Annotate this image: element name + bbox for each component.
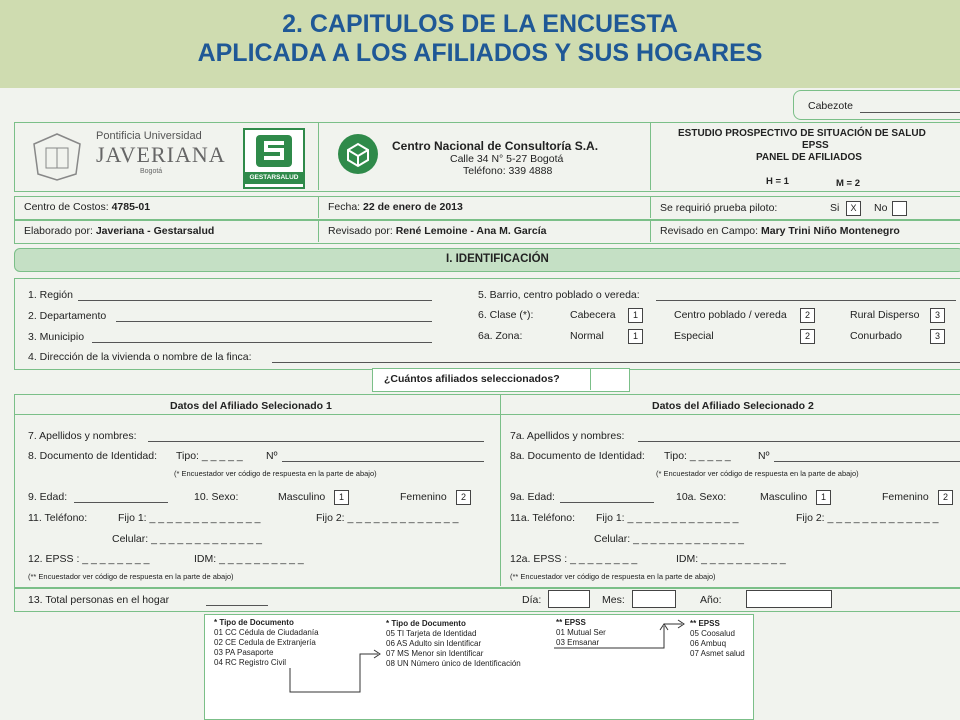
- campo-label: Revisado en Campo:: [660, 225, 759, 237]
- af1-masculino-label: Masculino: [278, 491, 326, 503]
- af2-tipo-input[interactable]: Tipo: _ _ _ _ _: [664, 450, 731, 462]
- elaborado-label: Elaborado por:: [24, 225, 93, 237]
- af2-celular[interactable]: Celular: _ _ _ _ _ _ _ _ _ _ _ _ _: [594, 533, 745, 545]
- af2-header: Datos del Afiliado Selecionado 2: [652, 400, 814, 412]
- centro-label: Centro de Costos:: [24, 201, 109, 213]
- direccion-label: 4. Dirección de la vivienda o nombre de la finca:: [28, 351, 252, 363]
- cabezote-label: Cabezote: [808, 100, 853, 112]
- epss2-item: 05 Coosalud: [690, 629, 735, 638]
- tipo-doc2-item: 05 TI Tarjeta de Identidad: [386, 629, 477, 638]
- especial-option[interactable]: 2: [800, 329, 815, 344]
- epss-item: 01 Mutual Ser: [556, 628, 606, 637]
- direccion-input[interactable]: [272, 362, 960, 363]
- epss-title: ** EPSS: [556, 618, 586, 627]
- cnc-logo-icon: [336, 132, 380, 176]
- af2-numero-label: Nº: [758, 450, 770, 462]
- rural-label: Rural Disperso: [850, 309, 920, 321]
- af1-celular[interactable]: Celular: _ _ _ _ _ _ _ _ _ _ _ _ _: [112, 533, 263, 545]
- af1-epss[interactable]: 12. EPSS : _ _ _ _ _ _ _ _: [28, 553, 150, 565]
- section-title: I. IDENTIFICACIÓN: [446, 253, 549, 265]
- barrio-input[interactable]: [656, 300, 956, 301]
- departamento-input[interactable]: [116, 321, 432, 322]
- gestarsalud-text: GESTARSALUD: [245, 172, 303, 184]
- af1-femenino-label: Femenino: [400, 491, 447, 503]
- afiliados-count-input[interactable]: [592, 370, 626, 388]
- survey-form-scan: [0, 88, 960, 720]
- study-epss: EPSS: [802, 140, 829, 151]
- cnc-name: Centro Nacional de Consultoría S.A.: [392, 139, 599, 153]
- af1-masculino-option[interactable]: 1: [334, 490, 349, 505]
- epss2-item: 07 Asmet salud: [690, 649, 745, 658]
- conurbado-label: Conurbado: [850, 330, 902, 342]
- tipo-doc-item: 01 CC Cédula de Ciudadanía: [214, 628, 319, 637]
- af2-nota-doc: (* Encuestador ver código de respuesta en la parte de abajo): [656, 469, 859, 478]
- tipo-doc2-item: 07 MS Menor sin Identificar: [386, 649, 484, 658]
- af1-femenino-option[interactable]: 2: [456, 490, 471, 505]
- cabecera-option[interactable]: 1: [628, 308, 643, 323]
- af1-nombres-input[interactable]: [148, 441, 484, 442]
- elaborado-value: Javeriana - Gestarsalud: [95, 225, 215, 237]
- hogar-total-input[interactable]: [206, 605, 268, 606]
- af2-nombres-label: 7a. Apellidos y nombres:: [510, 430, 625, 442]
- af1-numero-input[interactable]: [282, 461, 484, 462]
- municipio-label: 3. Municipio: [28, 331, 85, 343]
- region-label: 1. Región: [28, 289, 73, 301]
- no-checkbox[interactable]: [892, 201, 907, 216]
- region-input[interactable]: [78, 300, 432, 301]
- dia-label: Día:: [522, 594, 542, 606]
- af1-fijo1[interactable]: Fijo 1: _ _ _ _ _ _ _ _ _ _ _ _ _: [118, 512, 261, 524]
- rural-option[interactable]: 3: [930, 308, 945, 323]
- fecha-value: 22 de enero de 2013: [363, 201, 463, 213]
- afiliados-question: ¿Cuántos afiliados seleccionados?: [384, 373, 560, 385]
- zona-label: 6a. Zona:: [478, 330, 523, 342]
- piloto-label: Se requirió prueba piloto:: [660, 202, 778, 214]
- centro-value: 4785-01: [111, 201, 151, 213]
- meta-row-1: [14, 196, 960, 220]
- tipo-doc-item: 03 PA Pasaporte: [214, 648, 274, 657]
- cabecera-label: Cabecera: [570, 309, 616, 321]
- af1-edad-label: 9. Edad:: [28, 491, 68, 503]
- mes-label: Mes:: [602, 594, 625, 606]
- af1-sexo-label: 10. Sexo:: [194, 491, 239, 503]
- tipo-doc-title: * Tipo de Documento: [214, 618, 294, 627]
- clase-label: 6. Clase (*):: [478, 309, 534, 321]
- af1-tipo-input[interactable]: Tipo: _ _ _ _ _: [176, 450, 243, 462]
- af1-nota-epss: (** Encuestador ver código de respuesta en la parte de abajo): [28, 572, 234, 581]
- campo-value: Mary Trini Niño Montenegro: [760, 225, 900, 237]
- javeriana-crest-icon: [26, 130, 88, 182]
- af2-masculino-label: Masculino: [760, 491, 808, 503]
- af2-telefono-label: 11a. Teléfono:: [510, 512, 575, 524]
- revisado-label: Revisado por:: [328, 225, 393, 237]
- gestarsalud-s-icon: [245, 130, 303, 172]
- af1-idm[interactable]: IDM: _ _ _ _ _ _ _ _ _ _: [194, 553, 304, 565]
- ano-label: Año:: [700, 594, 722, 606]
- af1-documento-label: 8. Documento de Identidad:: [28, 450, 158, 462]
- cnc-phone: Teléfono: 339 4888: [463, 165, 553, 177]
- slide-title-banner: [0, 0, 960, 88]
- hogar-total-label: 13. Total personas en el hogar: [28, 594, 170, 606]
- dia-input[interactable]: [548, 590, 590, 608]
- af1-telefono-label: 11. Teléfono:: [28, 512, 88, 524]
- af2-idm[interactable]: IDM: _ _ _ _ _ _ _ _ _ _: [676, 553, 786, 565]
- mes-input[interactable]: [632, 590, 676, 608]
- cabezote-line: [860, 112, 960, 113]
- af2-edad-label: 9a. Edad:: [510, 491, 555, 503]
- af2-femenino-label: Femenino: [882, 491, 929, 503]
- si-checkbox[interactable]: X: [846, 201, 861, 216]
- epss-item: 03 Emsanar: [556, 638, 600, 647]
- study-panel: PANEL DE AFILIADOS: [756, 152, 862, 163]
- cnc-address: Calle 34 N° 5-27 Bogotá: [450, 153, 564, 165]
- ano-input[interactable]: [746, 590, 832, 608]
- af1-nombres-label: 7. Apellidos y nombres:: [28, 430, 137, 442]
- af2-epss[interactable]: 12a. EPSS : _ _ _ _ _ _ _ _: [510, 553, 638, 565]
- conurbado-option[interactable]: 3: [930, 329, 945, 344]
- univ-line3: Bogotá: [140, 168, 163, 175]
- af2-numero-input[interactable]: [774, 461, 960, 462]
- centro-poblado-option[interactable]: 2: [800, 308, 815, 323]
- af2-nota-epss: (** Encuestador ver código de respuesta en la parte de abajo): [510, 572, 716, 581]
- normal-label: Normal: [570, 330, 604, 342]
- departamento-label: 2. Departamento: [28, 310, 107, 322]
- af1-header: Datos del Afiliado Selecionado 1: [170, 400, 332, 412]
- epss2-title: ** EPSS: [690, 619, 720, 628]
- code-m: M = 2: [836, 178, 861, 189]
- tipo-doc2-item: 06 AS Adulto sin Identificar: [386, 639, 482, 648]
- epss2-item: 06 Ambuq: [690, 639, 727, 648]
- normal-option[interactable]: 1: [628, 329, 643, 344]
- af1-numero-label: Nº: [266, 450, 278, 462]
- univ-line1: Pontificia Universidad: [96, 130, 202, 142]
- af1-nota-doc: (* Encuestador ver código de respuesta en la parte de abajo): [174, 469, 377, 478]
- no-label: No: [874, 202, 888, 214]
- af2-fijo1[interactable]: Fijo 1: _ _ _ _ _ _ _ _ _ _ _ _ _: [596, 512, 739, 524]
- centro-poblado-label: Centro poblado / vereda: [674, 309, 787, 321]
- tipo-doc2-title: * Tipo de Documento: [386, 619, 466, 628]
- gestarsalud-logo: [243, 128, 305, 189]
- af2-fijo2[interactable]: Fijo 2: _ _ _ _ _ _ _ _ _ _ _ _ _: [796, 512, 939, 524]
- code-h: H = 1: [766, 176, 789, 187]
- slide-title-line2: APLICADA A LOS AFILIADOS Y SUS HOGARES: [197, 39, 763, 67]
- af1-fijo2[interactable]: Fijo 2: _ _ _ _ _ _ _ _ _ _ _ _ _: [316, 512, 459, 524]
- fecha-label: Fecha:: [328, 201, 361, 213]
- study-title: ESTUDIO PROSPECTIVO DE SITUACIÓN DE SALUD: [678, 128, 926, 139]
- af1-edad-input[interactable]: [74, 502, 168, 503]
- tipo-doc-item: 02 CE Cedula de Extranjería: [214, 638, 316, 647]
- revisado-value: René Lemoine - Ana M. García: [395, 225, 547, 237]
- af2-sexo-label: 10a. Sexo:: [676, 491, 727, 503]
- af2-documento-label: 8a. Documento de Identidad:: [510, 450, 645, 462]
- tipo-doc2-item: 08 UN Número único de Identificación: [386, 659, 521, 668]
- af2-femenino-option[interactable]: 2: [938, 490, 953, 505]
- univ-line2: JAVERIANA: [96, 142, 226, 167]
- municipio-input[interactable]: [92, 342, 432, 343]
- si-label: Si: [830, 202, 840, 214]
- slide-title-line1: 2. CAPITULOS DE LA ENCUESTA: [282, 10, 678, 38]
- af2-edad-input[interactable]: [560, 502, 654, 503]
- af2-nombres-input[interactable]: [638, 441, 960, 442]
- barrio-label: 5. Barrio, centro poblado o vereda:: [478, 289, 640, 301]
- af2-masculino-option[interactable]: 1: [816, 490, 831, 505]
- especial-label: Especial: [674, 330, 714, 342]
- continuation-arrows-icon: [204, 614, 752, 718]
- tipo-doc-item: 04 RC Registro Civil: [214, 658, 287, 667]
